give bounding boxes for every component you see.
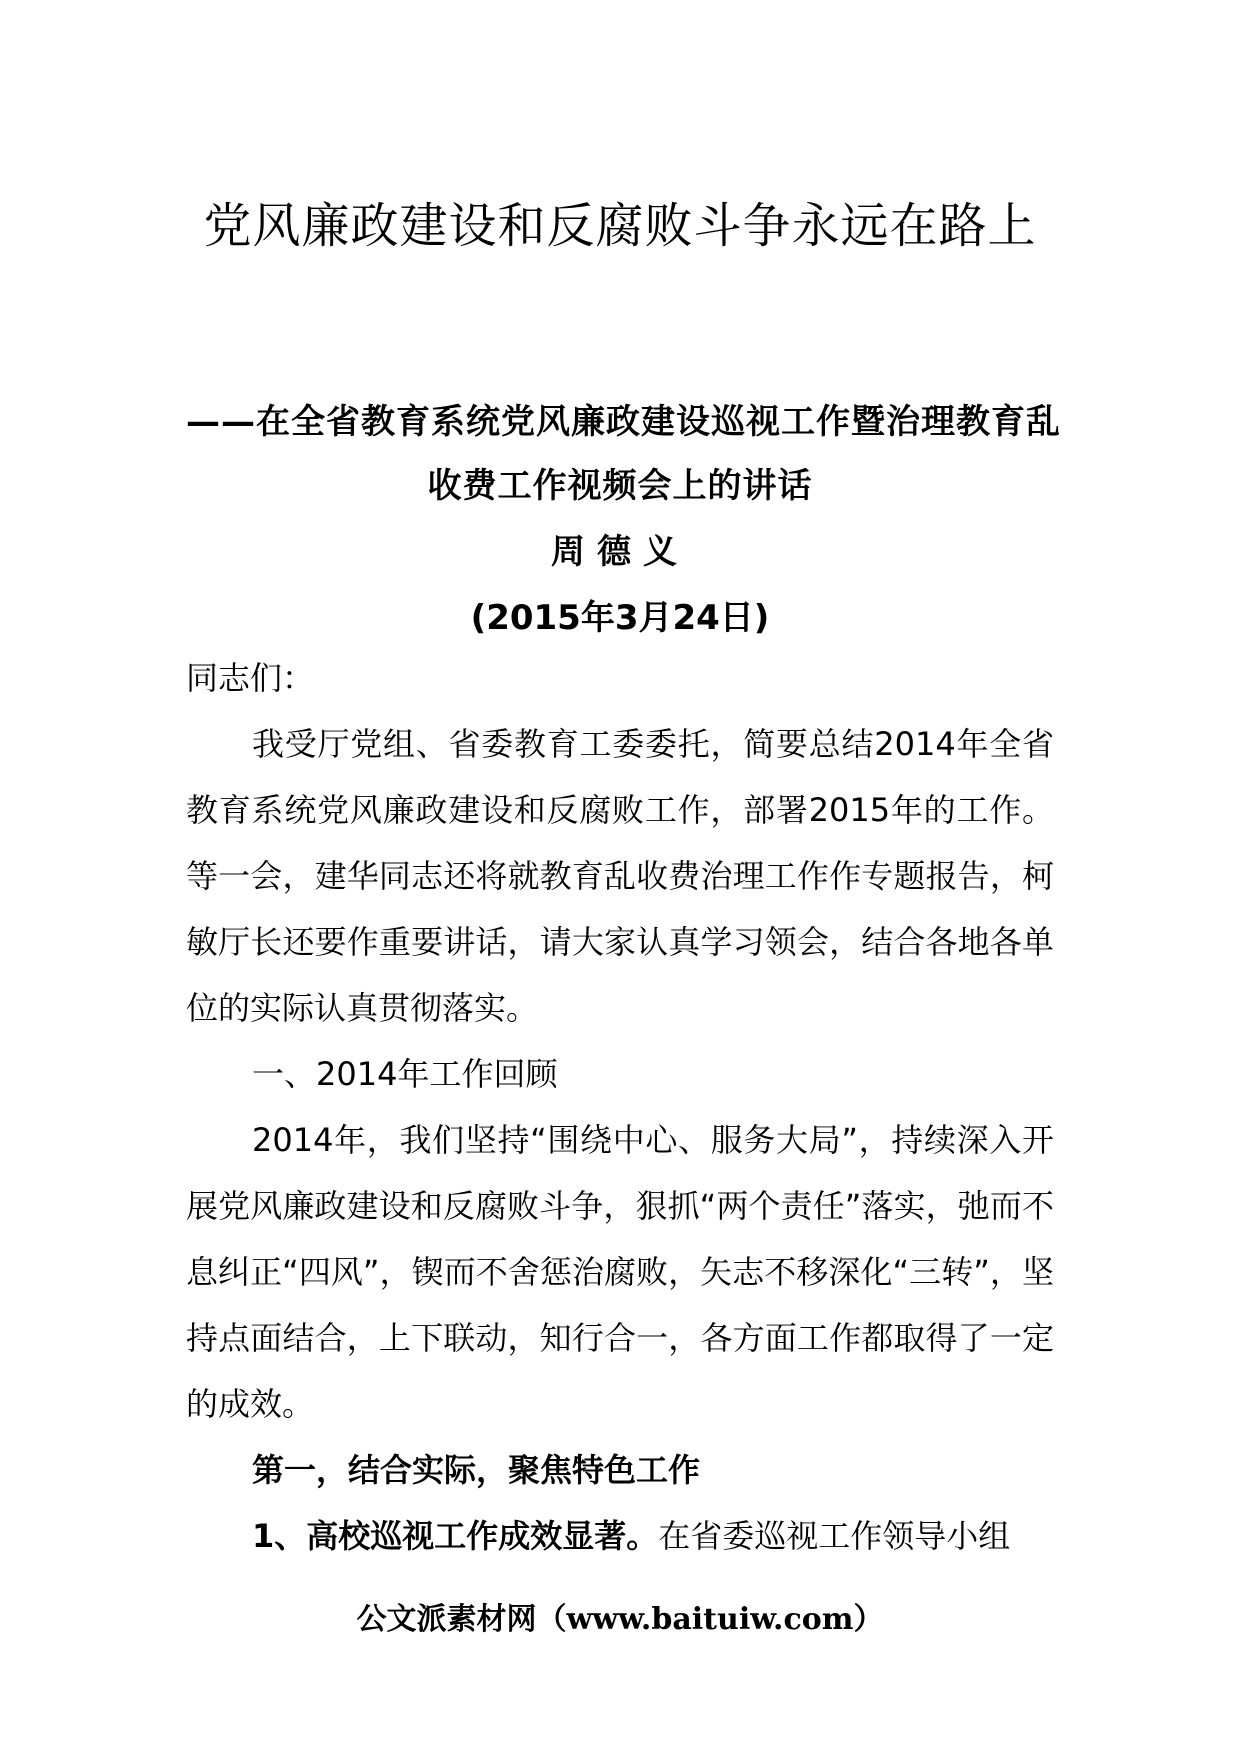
subtitle-line-2: 收费工作视频会上的讲话 bbox=[427, 466, 813, 506]
speech-date: (2015年3月24日) bbox=[470, 598, 770, 638]
greeting: 同志们： bbox=[186, 659, 315, 697]
subtitle-line-1: ——在全省教育系统党风廉政建设巡视工作暨治理教育乱 bbox=[186, 402, 1061, 442]
paragraph-intro: 我受厅党组、省委教育工委委托，简要总结2014年全省教育系统党风廉政建设和反腐败工作，部署2015年的工作。等一会，建华同志还将就教育乱收费治理工作作专题报告，柯敏厅长还要作重要讲话，请大家认真学习领会，结合各地各单位的实际认真贯彻落实。 bbox=[186, 725, 1054, 1027]
document-title: 党风廉政建设和反腐败斗争永远在路上 bbox=[203, 198, 1037, 254]
paragraph-inspection-text: 在省委巡视工作领导小组 bbox=[658, 1517, 1011, 1555]
paragraph-review: 2014年，我们坚持“围绕中心、服务大局”，持续深入开展党风廉政建设和反腐败斗争，狠抓“两个责任”落实，弛而不息纠正“四风”，锲而不舍惩治腐败，矢志不移深化“三转”，坚持点面结合，上下联动，知行合一，各方面工作都取得了一定的成效。 bbox=[186, 1121, 1054, 1423]
body-text bbox=[186, 645, 1054, 1569]
paragraph-inspection bbox=[186, 1503, 1054, 1569]
paragraph-inspection-lead: 1、高校巡视工作成效显著。 bbox=[252, 1517, 659, 1555]
section-heading-review: 一、2014年工作回顾 bbox=[252, 1055, 558, 1093]
footer-watermark: 公文派素材网（www.baituiw.com） bbox=[356, 1602, 884, 1637]
author-name: 周德义 bbox=[551, 532, 689, 572]
subsection-heading-first: 第一，结合实际，聚焦特色工作 bbox=[252, 1451, 701, 1489]
